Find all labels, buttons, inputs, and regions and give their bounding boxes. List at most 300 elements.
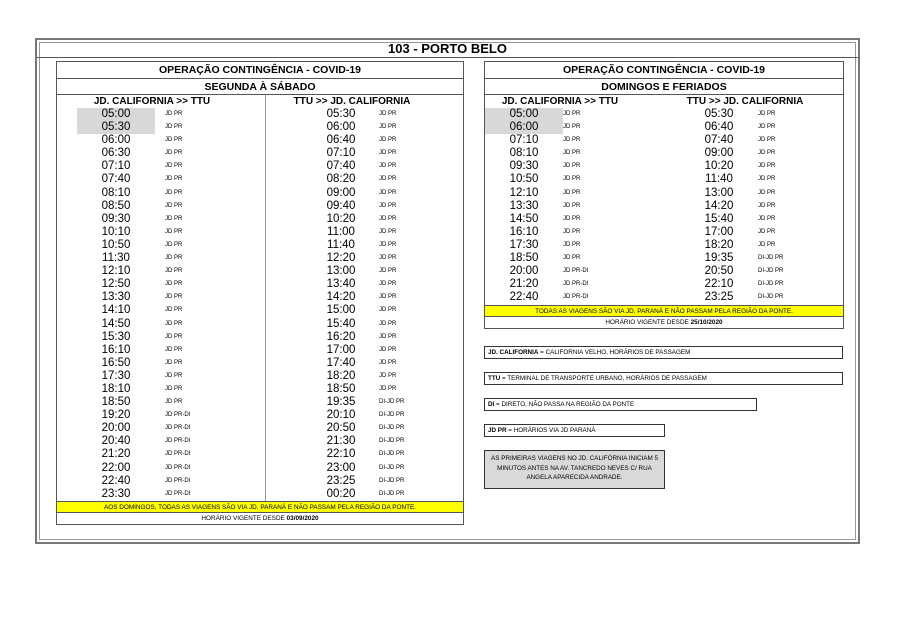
departure-time: 13:00 xyxy=(704,186,734,199)
route-variant-tag: JD PR xyxy=(165,346,183,353)
schedule-row xyxy=(485,291,645,304)
schedule-row xyxy=(77,383,237,396)
departure-time: 12:10 xyxy=(509,186,539,199)
route-variant-tag: JD PR xyxy=(379,176,397,183)
departure-time: 16:50 xyxy=(101,356,131,369)
departure-time: 11:40 xyxy=(705,173,733,186)
schedule-row xyxy=(302,252,462,265)
departure-time: 07:10 xyxy=(326,147,356,160)
schedule-row xyxy=(302,331,462,344)
departure-time: 05:30 xyxy=(77,121,155,134)
route-variant-tag: JD PR xyxy=(563,228,581,235)
route-variant-tag: JD PR xyxy=(165,137,183,144)
schedule-row xyxy=(485,187,645,200)
route-variant-tag: JD PR xyxy=(563,163,581,170)
schedule-row xyxy=(485,213,645,226)
departure-time: 14:10 xyxy=(101,304,131,317)
departure-time: 08:20 xyxy=(326,173,356,186)
schedule-row xyxy=(302,409,462,422)
departure-time: 07:10 xyxy=(509,134,539,147)
route-variant-tag: JD PR xyxy=(165,372,183,379)
route-variant-tag: JD PR xyxy=(379,228,397,235)
departure-time: 23:25 xyxy=(704,291,734,304)
route-variant-tag: JD PR xyxy=(379,137,397,144)
schedule-row xyxy=(302,357,462,370)
legend-di-key: DI xyxy=(488,401,495,408)
schedule-row xyxy=(77,134,237,147)
departure-time: 06:00 xyxy=(485,121,563,134)
route-variant-tag: JD PR xyxy=(563,255,581,262)
schedule-row xyxy=(680,108,840,121)
schedule-row xyxy=(680,187,840,200)
weekday-days-title: SEGUNDA À SÁBADO xyxy=(56,78,464,95)
weekday-inbound-column xyxy=(293,95,462,501)
schedule-row xyxy=(302,108,462,121)
schedule-row xyxy=(302,134,462,147)
departure-time: 09:30 xyxy=(101,212,131,225)
schedule-row xyxy=(485,226,645,239)
departure-time: 10:10 xyxy=(101,225,131,238)
departure-time: 14:20 xyxy=(704,199,734,212)
departure-time: 16:10 xyxy=(509,225,539,238)
route-variant-tag: JD PR-DI xyxy=(165,477,191,484)
schedule-row xyxy=(77,422,237,435)
route-variant-tag: JD PR xyxy=(379,215,397,222)
sunday-days-title: DOMINGOS E FERIADOS xyxy=(484,78,844,95)
departure-time: 12:20 xyxy=(326,252,356,265)
first-trips-note: AS PRIMEIRAS VIAGENS NO JD. CALIFÓRNIA INICIAM 5 MINUTOS ANTES NA AV. TANCREDO NEVES C/ RUA ANGELA APARECIDA ANDRADE. xyxy=(484,450,665,489)
route-variant-tag: JD PR xyxy=(758,202,776,209)
route-variant-tag: JD PR xyxy=(379,150,397,157)
route-variant-tag: JD PR xyxy=(379,294,397,301)
schedule-row xyxy=(302,488,462,501)
route-variant-tag: JD PR-DI xyxy=(165,412,191,419)
schedule-row xyxy=(77,396,237,409)
route-variant-tag: JD PR xyxy=(758,111,776,117)
departure-time: 11:40 xyxy=(327,238,355,251)
route-variant-tag: JD PR xyxy=(758,215,776,222)
schedule-row xyxy=(302,226,462,239)
weekday-columns xyxy=(56,95,464,501)
departure-time: 17:30 xyxy=(509,238,539,251)
schedule-row xyxy=(302,435,462,448)
departure-time: 06:40 xyxy=(704,121,734,134)
route-variant-tag: JD PR xyxy=(379,268,397,275)
departure-time: 21:20 xyxy=(509,278,539,291)
schedule-row xyxy=(680,213,840,226)
route-variant-tag: JD PR-DI xyxy=(165,490,191,497)
departure-time: 05:30 xyxy=(326,108,356,120)
departure-time: 18:10 xyxy=(101,382,131,395)
schedule-row xyxy=(302,462,462,475)
schedule-row xyxy=(302,160,462,173)
schedule-row xyxy=(77,488,237,501)
sunday-notice: TODAS AS VIAGENS SÃO VIA JD. PARANÁ E NÃO PASSAM PELA REGIÃO DA PONTE. xyxy=(484,305,844,317)
legend-di-text: = DIRETO, NÃO PASSA NA REGIÃO DA PONTE xyxy=(494,401,635,408)
departure-time: 15:00 xyxy=(326,304,356,317)
weekday-column-divider xyxy=(265,95,266,501)
route-variant-tag: JD PR xyxy=(379,111,397,117)
legend-ttu-text: = TERMINAL DE TRANSPORTE URBANO, HORÁRIOS DE PASSAGEM xyxy=(500,375,707,382)
schedule-row xyxy=(302,239,462,252)
route-variant-tag: JD PR xyxy=(379,241,397,248)
schedule-row xyxy=(302,304,462,317)
schedule-row xyxy=(680,265,840,278)
sunday-outbound-column xyxy=(485,95,645,304)
schedule-row xyxy=(302,121,462,134)
departure-time: 18:20 xyxy=(704,238,734,251)
route-variant-tag: JD PR xyxy=(758,241,776,248)
schedule-row xyxy=(485,160,645,173)
route-variant-tag: JD PR-DI xyxy=(563,268,589,275)
route-variant-tag: DI-JD PR xyxy=(758,268,784,275)
departure-time: 08:10 xyxy=(101,186,131,199)
route-variant-tag: DI-JD PR xyxy=(379,490,405,497)
schedule-row xyxy=(77,226,237,239)
schedule-row xyxy=(302,265,462,278)
route-variant-tag: JD PR xyxy=(758,189,776,196)
schedule-row xyxy=(77,160,237,173)
departure-time: 16:20 xyxy=(326,330,356,343)
sunday-valid-date: 25/10/2020 xyxy=(690,319,723,326)
route-variant-tag: DI-JD PR xyxy=(379,425,405,432)
schedule-row xyxy=(77,344,237,357)
route-variant-tag: JD PR xyxy=(563,202,581,209)
departure-time: 20:00 xyxy=(101,422,131,435)
departure-time: 19:35 xyxy=(326,396,356,409)
schedule-row xyxy=(77,213,237,226)
departure-time: 10:50 xyxy=(509,173,539,186)
route-variant-tag: JD PR xyxy=(165,124,183,131)
schedule-row xyxy=(485,173,645,186)
route-variant-tag: JD PR xyxy=(379,281,397,288)
legend-jd-california xyxy=(484,346,843,359)
route-variant-tag: JD PR xyxy=(379,346,397,353)
schedule-row xyxy=(485,134,645,147)
departure-time: 07:40 xyxy=(326,160,356,173)
sunday-outbound-list xyxy=(485,108,645,304)
legend-di xyxy=(484,398,757,411)
route-variant-tag: JD PR xyxy=(379,385,397,392)
route-variant-tag: JD PR xyxy=(379,320,397,327)
departure-time: 19:35 xyxy=(704,252,734,265)
schedule-row xyxy=(680,252,840,265)
schedule-row xyxy=(302,383,462,396)
schedule-row xyxy=(77,147,237,160)
departure-time: 18:50 xyxy=(326,382,356,395)
schedule-row xyxy=(77,357,237,370)
departure-time: 05:30 xyxy=(704,108,734,120)
departure-time: 19:20 xyxy=(101,409,131,422)
route-variant-tag: JD PR xyxy=(165,294,183,301)
route-variant-tag: DI-JD PR xyxy=(758,294,784,301)
route-title: 103 - PORTO BELO xyxy=(37,40,858,58)
weekday-outbound-column xyxy=(77,95,237,501)
schedule-row xyxy=(77,265,237,278)
sunday-inbound-column xyxy=(680,95,840,304)
route-variant-tag: JD PR xyxy=(379,255,397,262)
departure-time: 00:20 xyxy=(326,487,356,500)
departure-time: 22:40 xyxy=(509,291,539,304)
departure-time: 21:20 xyxy=(101,448,131,461)
departure-time: 23:00 xyxy=(326,461,356,474)
schedule-row xyxy=(302,173,462,186)
route-variant-tag: JD PR-DI xyxy=(165,451,191,458)
route-variant-tag: JD PR xyxy=(563,150,581,157)
schedule-row xyxy=(302,147,462,160)
departure-time: 16:10 xyxy=(101,343,131,356)
schedule-row xyxy=(302,370,462,383)
departure-time: 06:40 xyxy=(326,134,356,147)
schedule-row xyxy=(680,278,840,291)
departure-time: 13:30 xyxy=(509,199,539,212)
departure-time: 08:50 xyxy=(101,199,131,212)
schedule-row xyxy=(680,239,840,252)
departure-time: 20:10 xyxy=(326,409,356,422)
route-variant-tag: DI-JD PR xyxy=(758,255,784,262)
route-variant-tag: JD PR xyxy=(758,150,776,157)
departure-time: 06:00 xyxy=(326,121,356,134)
legend-jd-pr-key: JD PR xyxy=(488,427,507,434)
sunday-valid-label: HORÁRIO VIGENTE DESDE xyxy=(605,319,689,326)
schedule-row xyxy=(485,108,645,121)
schedule-row xyxy=(302,475,462,488)
legend-jd-pr-text: = HORÁRIOS VIA JD PARANÁ xyxy=(506,427,596,434)
departure-time: 20:40 xyxy=(101,435,131,448)
schedule-row xyxy=(680,200,840,213)
schedule-row xyxy=(680,147,840,160)
departure-time: 08:10 xyxy=(509,147,539,160)
weekday-inbound-header: TTU >> JD. CALIFORNIA xyxy=(293,96,411,107)
departure-time: 20:00 xyxy=(509,265,539,278)
route-variant-tag: JD PR xyxy=(165,202,183,209)
legend-jd-california-text: = CALIFORNIA VELHO, HORÁRIOS DE PASSAGEM xyxy=(538,349,691,356)
schedule-row xyxy=(680,160,840,173)
schedule-row xyxy=(302,422,462,435)
route-variant-tag: JD PR xyxy=(165,307,183,314)
route-variant-tag: JD PR xyxy=(165,228,183,235)
departure-time: 06:00 xyxy=(101,134,131,147)
schedule-row xyxy=(302,291,462,304)
route-variant-tag: JD PR xyxy=(563,111,581,117)
departure-time: 13:00 xyxy=(326,265,356,278)
route-variant-tag: JD PR xyxy=(165,111,183,117)
route-variant-tag: JD PR xyxy=(563,241,581,248)
schedule-row xyxy=(77,331,237,344)
departure-time: 15:40 xyxy=(326,317,356,330)
route-variant-tag: JD PR xyxy=(165,189,183,196)
legend-ttu xyxy=(484,372,843,385)
schedule-row xyxy=(77,173,237,186)
departure-time: 21:30 xyxy=(326,435,356,448)
route-variant-tag: JD PR xyxy=(379,372,397,379)
schedule-row xyxy=(680,134,840,147)
schedule-row xyxy=(302,213,462,226)
departure-time: 13:40 xyxy=(326,278,356,291)
schedule-row xyxy=(680,121,840,134)
route-variant-tag: JD PR xyxy=(379,359,397,366)
departure-time: 23:25 xyxy=(326,474,356,487)
route-variant-tag: JD PR xyxy=(165,255,183,262)
schedule-row xyxy=(485,200,645,213)
route-variant-tag: JD PR-DI xyxy=(165,425,191,432)
route-variant-tag: DI-JD PR xyxy=(379,464,405,471)
schedule-row xyxy=(485,252,645,265)
schedule-row xyxy=(77,239,237,252)
schedule-row xyxy=(302,278,462,291)
departure-time: 17:00 xyxy=(704,225,734,238)
sunday-outbound-header: JD. CALIFORNIA >> TTU xyxy=(501,96,619,107)
departure-time: 22:00 xyxy=(101,461,131,474)
schedule-row xyxy=(485,121,645,134)
sunday-inbound-header: TTU >> JD. CALIFORNIA xyxy=(686,96,804,107)
route-variant-tag: DI-JD PR xyxy=(379,451,405,458)
route-variant-tag: JD PR xyxy=(758,176,776,183)
route-variant-tag: DI-JD PR xyxy=(758,281,784,288)
route-variant-tag: JD PR xyxy=(165,399,183,406)
departure-time: 20:50 xyxy=(326,422,356,435)
schedule-row xyxy=(485,147,645,160)
route-variant-tag: DI-JD PR xyxy=(379,399,405,406)
schedule-row xyxy=(77,475,237,488)
weekday-outbound-list xyxy=(77,108,237,501)
route-variant-tag: JD PR xyxy=(563,137,581,144)
route-variant-tag: JD PR xyxy=(758,137,776,144)
route-variant-tag: JD PR xyxy=(758,163,776,170)
schedule-row xyxy=(77,200,237,213)
route-variant-tag: JD PR xyxy=(165,215,183,222)
departure-time: 22:40 xyxy=(101,474,131,487)
route-variant-tag: JD PR xyxy=(165,359,183,366)
schedule-row xyxy=(302,396,462,409)
schedule-row xyxy=(77,448,237,461)
route-variant-tag: JD PR xyxy=(165,176,183,183)
departure-time: 10:20 xyxy=(326,212,356,225)
sunday-inbound-list xyxy=(680,108,840,304)
departure-time: 10:20 xyxy=(704,160,734,173)
weekday-valid-date: 03/09/2020 xyxy=(286,515,319,522)
schedule-row xyxy=(77,409,237,422)
schedule-row xyxy=(77,435,237,448)
route-variant-tag: JD PR xyxy=(165,385,183,392)
route-variant-tag: JD PR xyxy=(563,124,581,131)
route-variant-tag: DI-JD PR xyxy=(379,412,405,419)
schedule-row xyxy=(302,200,462,213)
departure-time: 06:30 xyxy=(101,147,131,160)
departure-time: 12:10 xyxy=(101,265,131,278)
departure-time: 20:50 xyxy=(704,265,734,278)
route-variant-tag: JD PR-DI xyxy=(165,464,191,471)
departure-time: 07:40 xyxy=(101,173,131,186)
route-variant-tag: JD PR xyxy=(165,268,183,275)
weekday-valid-label: HORÁRIO VIGENTE DESDE xyxy=(201,515,285,522)
departure-time: 18:50 xyxy=(509,252,539,265)
departure-time: 07:10 xyxy=(101,160,131,173)
route-variant-tag: JD PR-DI xyxy=(563,281,589,288)
departure-time: 09:40 xyxy=(326,199,356,212)
route-variant-tag: JD PR xyxy=(165,281,183,288)
route-variant-tag: DI-JD PR xyxy=(379,477,405,484)
legend-ttu-key: TTU xyxy=(488,375,501,382)
route-variant-tag: JD PR xyxy=(165,241,183,248)
departure-time: 09:00 xyxy=(326,186,356,199)
route-variant-tag: JD PR-DI xyxy=(165,438,191,445)
departure-time: 22:10 xyxy=(326,448,356,461)
schedule-row xyxy=(77,370,237,383)
route-variant-tag: JD PR xyxy=(758,228,776,235)
weekday-inbound-list xyxy=(302,108,462,501)
weekday-panel xyxy=(56,61,464,525)
departure-time: 07:40 xyxy=(704,134,734,147)
route-variant-tag: JD PR xyxy=(758,124,776,131)
schedule-row xyxy=(485,278,645,291)
departure-time: 22:10 xyxy=(704,278,734,291)
route-variant-tag: JD PR xyxy=(165,150,183,157)
schedule-row xyxy=(680,291,840,304)
weekday-valid-since xyxy=(56,513,464,525)
schedule-row xyxy=(77,121,237,134)
route-variant-tag: JD PR xyxy=(379,333,397,340)
departure-time: 15:40 xyxy=(704,212,734,225)
departure-time: 09:30 xyxy=(509,160,539,173)
departure-time: 18:50 xyxy=(101,396,131,409)
schedule-row xyxy=(77,278,237,291)
departure-time: 11:00 xyxy=(327,225,355,238)
departure-time: 10:50 xyxy=(101,238,131,251)
schedule-row xyxy=(302,344,462,357)
schedule-row xyxy=(680,226,840,239)
legend-jd-pr xyxy=(484,424,665,437)
schedule-row xyxy=(77,108,237,121)
schedule-row xyxy=(77,304,237,317)
departure-time: 05:00 xyxy=(485,108,563,121)
legend-jd-california-key: JD. CALIFORNIA xyxy=(488,349,539,356)
sunday-operation-title: OPERAÇÃO CONTINGÊNCIA - COVID-19 xyxy=(484,61,844,78)
schedule-row xyxy=(77,291,237,304)
departure-time: 14:50 xyxy=(509,212,539,225)
route-variant-tag: JD PR xyxy=(563,189,581,196)
weekday-outbound-header: JD. CALIFORNIA >> TTU xyxy=(93,96,211,107)
schedule-row xyxy=(77,252,237,265)
schedule-row xyxy=(77,462,237,475)
weekday-operation-title: OPERAÇÃO CONTINGÊNCIA - COVID-19 xyxy=(56,61,464,78)
departure-time: 11:30 xyxy=(102,252,130,265)
departure-time: 17:30 xyxy=(101,369,131,382)
route-variant-tag: JD PR xyxy=(165,333,183,340)
departure-time: 09:00 xyxy=(704,147,734,160)
route-variant-tag: JD PR-DI xyxy=(563,294,589,301)
route-variant-tag: JD PR xyxy=(379,202,397,209)
departure-time: 15:30 xyxy=(101,330,131,343)
schedule-row xyxy=(77,187,237,200)
schedule-row xyxy=(302,318,462,331)
schedule-row xyxy=(302,448,462,461)
departure-time: 05:00 xyxy=(77,108,155,121)
route-variant-tag: JD PR xyxy=(379,124,397,131)
weekday-notice: AOS DOMINGOS, TODAS AS VIAGENS SÃO VIA JD. PARANÁ E NÃO PASSAM PELA REGIÃO DA PONTE. xyxy=(56,501,464,513)
sunday-valid-since xyxy=(484,317,844,329)
departure-time: 23:30 xyxy=(101,487,131,500)
departure-time: 12:50 xyxy=(101,278,131,291)
departure-time: 14:20 xyxy=(326,291,356,304)
route-variant-tag: JD PR xyxy=(165,163,183,170)
departure-time: 18:20 xyxy=(326,369,356,382)
sunday-columns xyxy=(484,95,844,305)
sunday-panel xyxy=(484,61,844,329)
schedule-row xyxy=(302,187,462,200)
route-variant-tag: JD PR xyxy=(379,307,397,314)
route-variant-tag: JD PR xyxy=(563,176,581,183)
